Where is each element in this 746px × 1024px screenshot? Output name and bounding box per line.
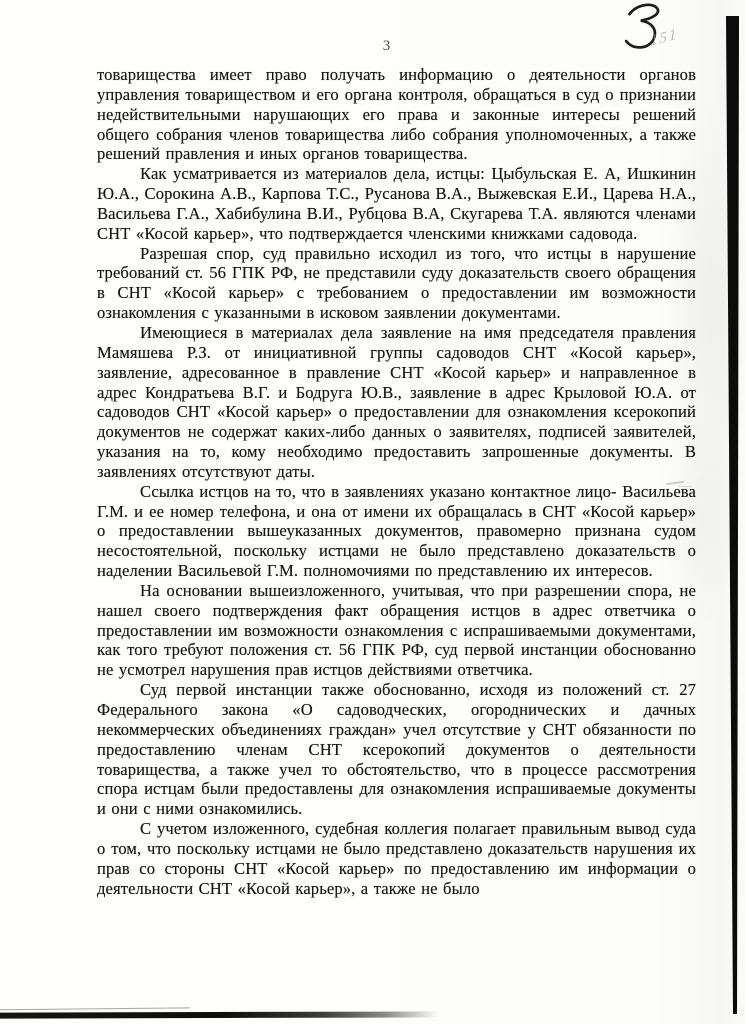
paragraph-5: Ссылка истцов на то, что в заявлениях указано контактное лицо- Васильева Г.М. и ее номер телефона, и она от имени их обращалась в СНТ «Косой карьер» о предоставлении вышеуказанных документов, правомерно признана судом несостоятельной, поскольку истцами не было представлено доказательств о наделении Васильевой Г.М. полномочиями по представлению их интересов. [97, 481, 696, 581]
paragraph-3: Разрешая спор, суд правильно исходил из того, что истцы в нарушение требований ст. 56 ГПК РФ, не представили суду доказательств своего обращения в СНТ «Косой карьер» с требованием о предоставлении им возможности ознакомления с указанными в исковом заявлении документами. [97, 243, 696, 323]
paragraph-7: Суд первой инстанции также обоснованно, исходя из положений ст. 27 Федерального закона «О садоводческих, огороднических и дачных некоммерческих объединениях граждан» учел отсутствие у СНТ обязанности по предоставлению членам СНТ ксерокопий документов о деятельности товарищества, а также учел то обстоятельство, что в процессе рассмотрения спора истцам были предоставлены для ознакомления испрашиваемые документы и они с ними ознакомились. [97, 680, 696, 819]
scan-edge-artifact-right [723, 16, 741, 1014]
printed-page-number: 3 [382, 38, 392, 54]
document-body [97, 65, 696, 898]
pencil-smudge-mark [666, 480, 694, 490]
paragraph-2: Как усматривается из материалов дела, истцы: Цыбульская Е. А, Ишкинин Ю.А., Сорокина А.В., Карпова Т.С., Русанова В.А., Выжевская Е.И., Царева Н.А., Васильева Г.А., Хабибулина В.И., Рубцова В.А, Скугарева Т.А. являются членами СНТ «Косой карьер», что подтверждается членскими книжками садовода. [97, 164, 696, 243]
paragraph-1: товарищества имеет право получать информацию о деятельности органов управления товариществом и его органа контроля, обращаться в суд о признании недействительными нарушающих его права и законные интересы решений общего собрания членов товарищества либо собрания уполномоченных, а также решений правления и иных органов товарищества. [97, 65, 696, 164]
paragraph-6: На основании вышеизложенного, учитывая, что при разрешении спора, не нашел своего подтверждения факт обращения истцов в адрес ответчика о предоставлении им возможности ознакомления с испрашиваемыми документами, как того требуют положения ст. 56 ГПК РФ, суд первой инстанции обоснованно не усмотрел нарушения прав истцов действиями ответчика. [97, 580, 696, 680]
paragraph-4: Имеющиеся в материалах дела заявление на имя председателя правления Мамяшева Р.З. от инициативной группы садоводов СНТ «Косой карьер», заявление, адресованное в правление СНТ «Косой карьер» и направленное в адрес Кондратьева В.Г. и Бодруга Ю.В., заявление в адрес Крыловой Ю.А. от садоводов СНТ «Косой карьер» о предоставлении для ознакомления ксерокопий документов не содержат каких-либо данных о заявителях, подписей заявителей, указания на то, кому необходимо предоставить запрошенные документы. В заявлениях отсутствуют даты. [97, 322, 696, 481]
scan-edge-artifact-bottom [0, 1011, 448, 1018]
paragraph-8: С учетом изложенного, судебная коллегия полагает правильным вывод суда о том, что поскольку истцами не было представлено доказательств нарушения их прав со стороны СНТ «Косой карьер» по предоставлению им информации о деятельности СНТ «Косой карьер», а также не было [97, 819, 696, 898]
pencil-annotation: 151 [650, 26, 679, 50]
